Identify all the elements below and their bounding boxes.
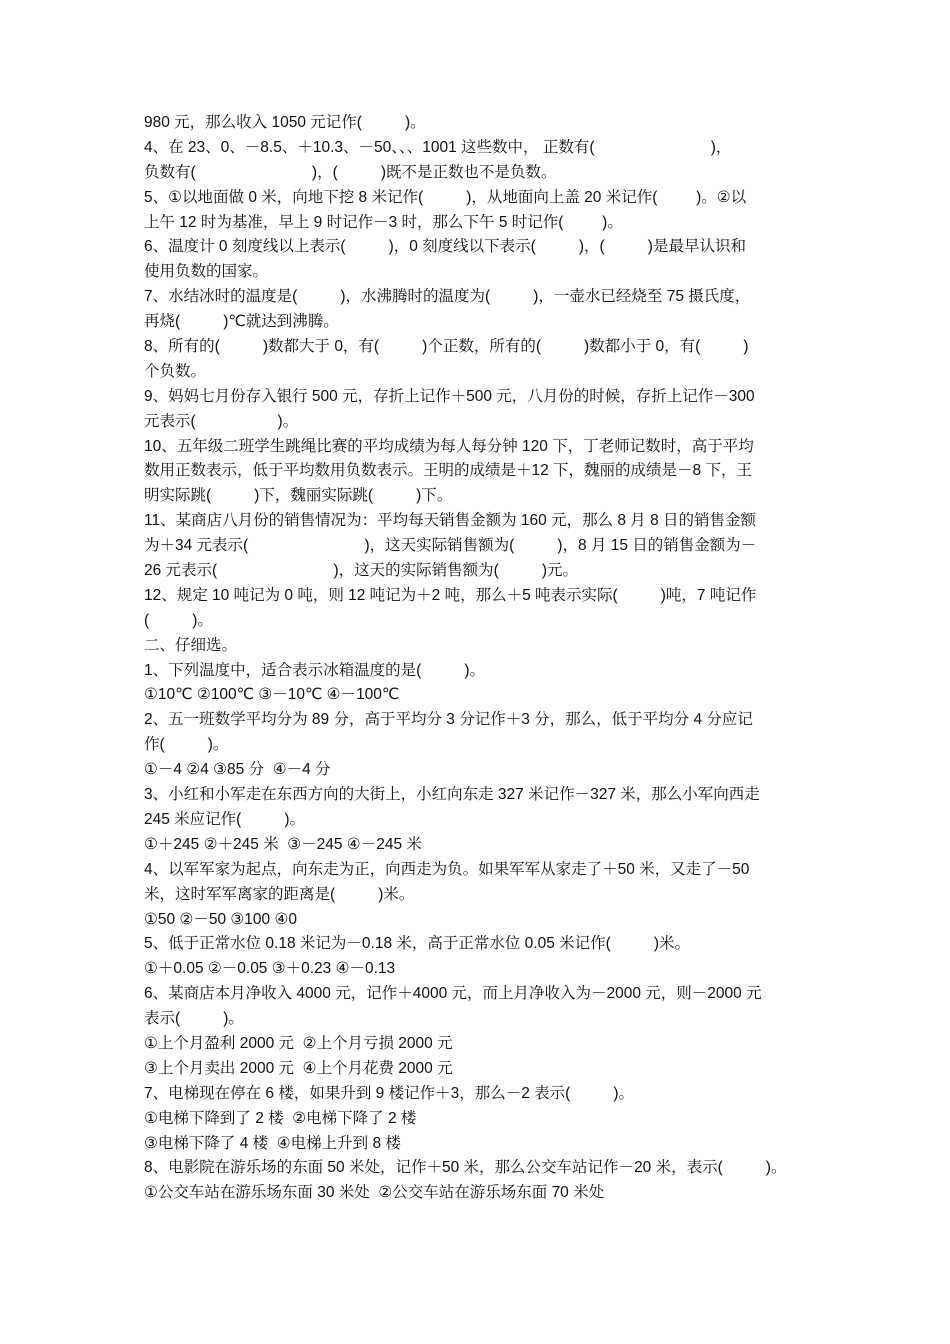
text-line: 7、水结冰时的温度是( )，水沸腾时的温度为( )，一壶水已经烧至 75 摄氏度， (144, 288, 751, 306)
text-line: 4、在 23、0、－8.5、＋10.3、－50、、、1001 这些数中， 正数有( )， (144, 138, 732, 156)
text-line: 980 元，那么收入 1050 元记作( )。 (144, 114, 426, 131)
text-line: 8、所有的( )数都大于 0，有( )个正数，所有的( )数都小于 0，有( ) (144, 338, 749, 356)
text-line: 6、某商店本月净收入 4000 元，记作＋4000 元，而上月净收入为－2000 元，则－2000 元 (144, 985, 762, 1003)
text-line: ①电梯下降到了 2 楼 ②电梯下降了 2 楼 (144, 1109, 417, 1127)
text-line: 再烧( )℃就达到沸腾。 (144, 313, 339, 331)
text-line: 1、下列温度中，适合表示冰箱温度的是( )。 (144, 661, 486, 679)
text-line: 3、小红和小军走在东西方向的大街上，小红向东走 327 米记作－327 米，那么小军向西走 (144, 786, 760, 804)
text-line: 10、五年级二班学生跳绳比赛的平均成绩为每人每分钟 120 下，丁老师记数时，高于平均 (144, 437, 754, 455)
text-line: 个负数。 (144, 362, 207, 380)
text-line: 9、妈妈七月份存入银行 500 元，存折上记作＋500 元，八月份的时候，存折上记作－300 (144, 387, 755, 405)
text-line: 2、五一班数学平均分为 89 分，高于平均分 3 分记作＋3 分，那么，低于平均分 4 分应记 (144, 711, 753, 729)
text-line: ③上个月卖出 2000 元 ④上个月花费 2000 元 (144, 1059, 453, 1077)
text-line: 使用负数的国家。 (144, 263, 269, 281)
text-line: 数用正数表示，低于平均数用负数表示。王明的成绩是＋12 下，魏丽的成绩是－8 下，王 (144, 462, 752, 480)
text-line: 元表示( )。 (144, 412, 299, 430)
text-line: 245 米应记作( )。 (144, 810, 306, 828)
text-line: 二、仔细选。 (144, 636, 238, 654)
text-line: 米，这时军军离家的距离是( )米。 (144, 885, 415, 903)
text-line: 为＋34 元表示( )，这天实际销售额为( )，8 月 15 日的销售金额为－ (144, 537, 757, 555)
text-line: 上午 12 时为基准，早上 9 时记作－3 时，那么下午 5 时记作( )。 (144, 213, 623, 231)
text-line: 表示( )。 (144, 1010, 244, 1028)
text-line: 7、电梯现在停在 6 楼，如果升到 9 楼记作＋3，那么－2 表示( )。 (144, 1084, 635, 1102)
text-line: 5、低于正常水位 0.18 米记为－0.18 米，高于正常水位 0.05 米记作( )米。 (144, 935, 691, 953)
text-line: 6、温度计 0 刻度线以上表示( )，0 刻度线以下表示( )，( )是最早认识和 (144, 238, 746, 256)
text-line: ①10℃ ②100℃ ③－10℃ ④－100℃ (144, 686, 400, 704)
text-line: ( )。 (144, 611, 213, 629)
text-line: ①50 ②－50 ③100 ④0 (144, 910, 297, 928)
text-line: 4、以军军家为起点，向东走为正，向西走为负。如果军军从家走了＋50 米，又走了－50 (144, 860, 750, 878)
document-body (144, 111, 812, 1206)
text-line: ①＋0.05 ②－0.05 ③＋0.23 ④－0.13 (144, 960, 396, 978)
text-line: 11、某商店八月份的销售情况为：平均每天销售金额为 160 元，那么 8 月 8 日的销售金额 (144, 512, 757, 530)
text-line: 明实际跳( )下，魏丽实际跳( )下。 (144, 487, 453, 505)
text-line: ①＋245 ②＋245 米 ③－245 ④－245 米 (144, 835, 422, 853)
text-line: 负数有( )，( )既不是正数也不是负数。 (144, 163, 557, 181)
text-line: 5、①以地面做 0 米，向地下挖 8 米记作( )，从地面向上盖 20 米记作( )。②以 (144, 188, 747, 206)
text-line: 26 元表示( )，这天的实际销售额为( )元。 (144, 562, 579, 580)
text-line: ③电梯下降了 4 楼 ④电梯上升到 8 楼 (144, 1134, 401, 1152)
text-line: 作( )。 (144, 736, 229, 754)
text-line: 8、电影院在游乐场的东面 50 米处，记作＋50 米，那么公交车站记作－20 米，表示( )。 (144, 1159, 787, 1177)
text-line: ①公交车站在游乐场东面 30 米处 ②公交车站在游乐场东面 70 米处 (144, 1184, 605, 1202)
text-line: ①－4 ②4 ③85 分 ④－4 分 (144, 761, 331, 779)
text-line: ①上个月盈利 2000 元 ②上个月亏损 2000 元 (144, 1034, 453, 1052)
text-line: 12、规定 10 吨记为 0 吨，则 12 吨记为＋2 吨，那么＋5 吨表示实际( )吨，7 吨记作 (144, 586, 757, 604)
